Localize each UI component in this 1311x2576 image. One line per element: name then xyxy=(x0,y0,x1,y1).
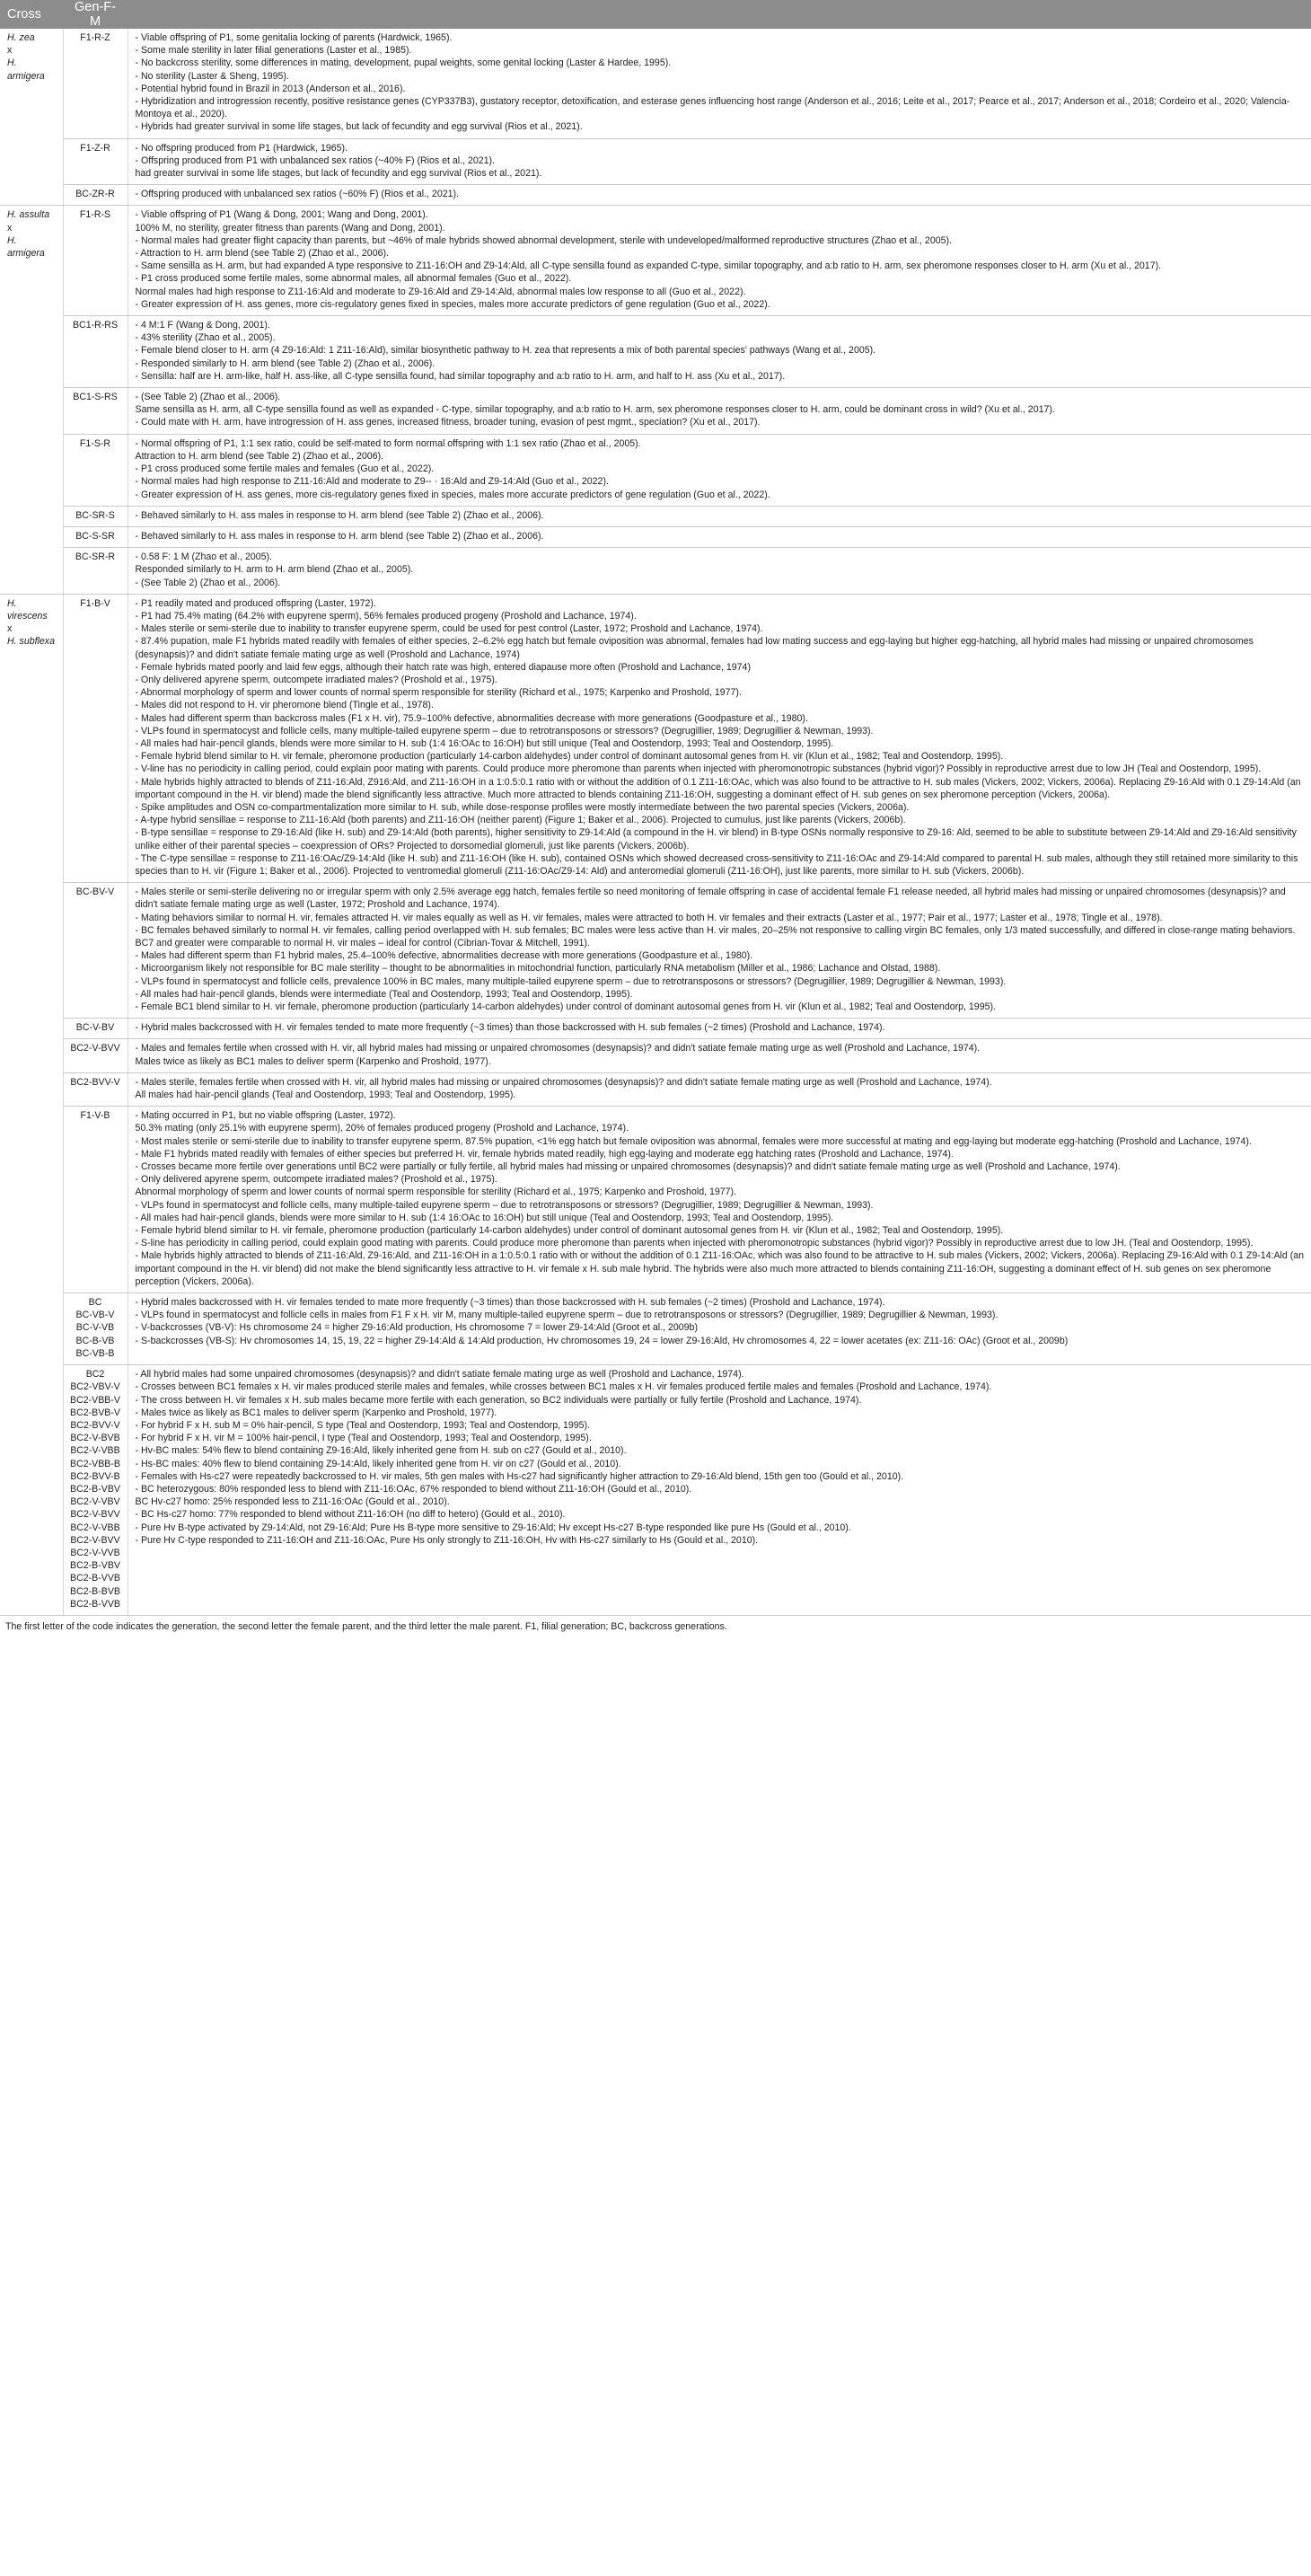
generation-code-cell xyxy=(63,548,128,595)
note-line: - No sterility (Laster & Sheng, 1995). xyxy=(135,70,289,82)
notes-cell xyxy=(128,1039,1311,1072)
note-line: - Crosses between BC1 females x H. vir males produced sterile males and females, while crosses between BC1 males x H. vir females produced fertile males and females (Proshold and Lachance, 1974). xyxy=(135,1381,992,1393)
generation-code-cell xyxy=(63,1019,128,1039)
notes-cell xyxy=(128,29,1311,138)
note-line: - Male hybrids highly attracted to blends of Z11-16:Ald, Z9-16:Ald, and Z11-16:OH in a 1:0.5:0.1 ratio with or without the addition of 0.1 Z11-16:OAc, which was also found to be attractive to H. sub males (Vickers, 2002; Vickers, 2006a). Replacing Z9-16:Ald with 0.1 Z9-14:Ald (an important compound in the H. vir blend) did not make the blend significantly less attractive to H. vir female x H. sub male hybrid. The hybrids were also much more attracted to blends containing Z11-16:OH, suggesting a dominant effect of H. sub genes on sex pheromone perception (Vickers, 2006a). xyxy=(135,1250,1305,1287)
note-line: - Males had different sperm than backcross males (F1 x H. vir), 75.9–100% defective, abnormalities decrease with more generations (Goodpasture et al., 1980). xyxy=(135,712,808,724)
table-row xyxy=(0,1039,1311,1072)
generation-code-cell xyxy=(63,138,128,185)
note-line: - Males sterile or semi-sterile delivering no or irregular sperm with only 2.5% average egg hatch, females fertile so need monitoring of female offspring in case of accidental female F1 release needed, all hybrid males had missing or unpaired chromosomes (desynapsis)? and didn't satiate female mating urge as well (Laster, 1972; Proshold and Lachance, 1974). xyxy=(135,887,1286,911)
notes-cell xyxy=(128,526,1311,547)
note-line: - Normal males had high response to Z11-16:Ald and moderate to Z9-- · 16:Ald and Z9-14:Ald (Guo et al., 2022). xyxy=(135,476,609,488)
note-line: - Males twice as likely as BC1 males to deliver sperm (Karpenko and Proshold, 1977). xyxy=(135,1407,497,1418)
note-line: - Female hybrid blend similar to H. vir female, pheromone production (particularly 14-carbon aldehydes) under control of dominant autosomal genes from H. vir (Klun et al., 1982; Teal and Oostendorp, 1995). xyxy=(135,1225,1004,1237)
note-line: Attraction to H. arm blend (see Table 2) (Zhao et al., 2006). xyxy=(135,450,384,462)
notes-cell xyxy=(128,506,1311,526)
note-line: - Males had different sperm than F1 hybrid males, 25.4–100% defective, abnormalities decrease with more generations (Goodpasture et al., 1980). xyxy=(135,950,753,962)
generation-code-cell xyxy=(63,434,128,506)
note-line: - Mating behaviors similar to normal H. vir, females attracted H. vir males equally as well as H. vir females, males were attracted to both H. vir females and their extracts (Laster et al., 1977; Pair et al., 1977; Laster et al., 1978; Tingle et al., 1978). xyxy=(135,912,1163,923)
cross-cell xyxy=(0,206,63,594)
note-line: 100% M, no sterility, greater fitness than parents (Wang and Dong, 2001). xyxy=(135,222,445,234)
table-row xyxy=(0,1107,1311,1293)
note-line: - Abnormal morphology of sperm and lower counts of normal sperm responsible for sterility (Richard et al., 1975; Karpenko and Proshold, 1977). xyxy=(135,687,742,699)
note-line: - Hybrid males backcrossed with H. vir females tended to mate more frequently (~3 times) than those backcrossed with H. sub females (~2 times) (Proshold and Lachance, 1974). xyxy=(135,1297,885,1309)
generation-code-cell xyxy=(63,526,128,547)
generation-code: BC1-R-RS xyxy=(72,320,119,331)
note-line: All males had hair-pencil glands (Teal and Oostendorp, 1993; Teal and Oostendorp, 1995). xyxy=(135,1090,516,1101)
note-line: - All males had hair-pencil glands, blends were intermediate (Teal and Oostendorp, 1993; Teal and Oostendorp, 1995). xyxy=(135,988,633,1000)
note-line: - All males had hair-pencil glands, blends were more similar to H. sub (1:4 16:OAc to 16:OH) but still unique (Teal and Oostendorp, 1993; Teal and Oostendorp, 1995). xyxy=(135,1212,834,1223)
table-footnote: The first letter of the code indicates the generation, the second letter the female parent, and the third letter the male parent. F1, filial generation; BC, backcross generations. xyxy=(5,1621,727,1632)
cross-cell xyxy=(0,29,63,206)
table-row xyxy=(0,594,1311,882)
note-line: - B-type sensillae = response to Z9-16:Ald (like H. sub) and Z9-14:Ald (both parents), higher sensitivity to Z9-14:Ald (a compound in the H. vir blend) in B-type OSNs normally responsive to Z9-16: Ald, seemed to be able to substitute between Z9-14:Ald and Z9-16:Ald sensitivity unlike either of their parental species – coexpression of ORs? Projected to dorsomedial glomeruli, just like parents (Vickers, 2006b). xyxy=(135,827,1297,851)
note-line: - Greater expression of H. ass genes, more cis-regulatory genes fixed in species, males more accurate predictors of gene regulation (Guo et al., 2022). xyxy=(135,298,770,310)
cross-species: H. subflexa xyxy=(7,636,55,648)
table-row xyxy=(0,1293,1311,1365)
table-body xyxy=(0,29,1311,1615)
generation-code: BC2-B-BVB xyxy=(70,1585,120,1597)
generation-code-cell xyxy=(63,316,128,388)
note-line: had greater survival in some life stages, but lack of fecundity and egg survival (Rios et al., 2021). xyxy=(135,168,542,180)
note-line: - Offspring produced with unbalanced sex ratios (~60% F) (Rios et al., 2021). xyxy=(135,189,459,200)
note-line: - BC Hs-c27 homo: 77% responded to blend without Z11-16:OH (no diff to hetero) (Gould et al., 2010). xyxy=(135,1509,566,1521)
note-line: - V-backcrosses (VB-V): Hs chromosome 24 = higher Z9-16:Ald production, Hs chromosome 7 = lower Z9-14:Ald (Groot et al., 2009b) xyxy=(135,1322,698,1334)
note-line: - Males sterile, females fertile when crossed with H. vir, all hybrid males had missing or unpaired chromosomes (desynapsis)? and didn't satiate female mating urge as well (Proshold and Lachance, 1974). xyxy=(135,1076,992,1088)
note-line: - Greater expression of H. ass genes, more cis-regulatory genes fixed in species, males more accurate predictors of gene regulation (Guo et al., 2022). xyxy=(135,489,770,500)
note-line: - VLPs found in spermatocyst and follicle cells, prevalence 100% in BC males, many multiple-tailed eupyrene sperm – due to retrotransposons or stressors? (Degrugillier, 1989; Degrugillier & Newman, 1993). xyxy=(135,975,1007,987)
generation-code: F1-Z-R xyxy=(80,142,110,154)
generation-code: BC-V-VB xyxy=(75,1322,115,1334)
header-cross: Cross xyxy=(0,0,63,29)
generation-code-cell xyxy=(63,29,128,138)
generation-code: BC-BV-V xyxy=(75,887,115,898)
generation-code-cell xyxy=(63,1365,128,1616)
generation-code: BC-B-VB xyxy=(75,1335,115,1346)
note-line: Males twice as likely as BC1 males to deliver sperm (Karpenko and Proshold, 1977). xyxy=(135,1055,491,1067)
notes-cell xyxy=(128,206,1311,316)
notes-cell xyxy=(128,1072,1311,1106)
note-line: - S-backcrosses (VB-S): Hv chromosomes 14, 15, 19, 22 = higher Z9-14:Ald & 14:Ald production, Hv chromosomes 19, 24 = lower Z9-16:Ald, Hv chromosomes 4, 22 = lower acetates (ex: Z11-16: OAc) (Groot et al., 2009b) xyxy=(135,1335,1069,1346)
note-line: - Microorganism likely not responsible for BC male sterility – thought to be abnormalities in mitochondrial function, particularly RNA metabolism (Miller et al., 1986; Lachance and Olstad, 1988). xyxy=(135,963,941,975)
note-line: - Behaved similarly to H. ass males in response to H. arm blend (see Table 2) (Zhao et al., 2006). xyxy=(135,530,544,542)
notes-cell xyxy=(128,1107,1311,1293)
generation-code: BC2-V-BVV xyxy=(70,1043,120,1054)
generation-code-cell xyxy=(63,506,128,526)
generation-code: BC-V-BV xyxy=(75,1022,115,1034)
note-line: - The cross between H. vir females x H. sub males became more fertile with each generation, so BC2 individuals were partially or fully fertile (Proshold and Lachance, 1974). xyxy=(135,1394,862,1406)
note-line: - Viable offspring of P1, some genitalia locking of parents (Hardwick, 1965). xyxy=(135,32,453,43)
generation-code: BC-VB-B xyxy=(75,1347,115,1359)
note-line: - Mating occurred in P1, but no viable offspring (Laster, 1972). xyxy=(135,1110,396,1122)
generation-code: BC2-B-VVB xyxy=(70,1598,120,1610)
note-line: - (See Table 2) (Zhao et al., 2006). xyxy=(135,577,281,588)
note-line: - Females with Hs-c27 were repeatedly backcrossed to H. vir males, 5th gen males with Hs-c27 had significantly higher attraction to Z9-16:Ald blend, 15th gen too (Gould et al., 2010). xyxy=(135,1470,904,1482)
cross-cell xyxy=(0,594,63,1615)
generation-code: BC2-V-BVV xyxy=(70,1509,120,1521)
generation-code: BC2-V-VBB xyxy=(70,1445,120,1457)
generation-code: F1-R-Z xyxy=(80,32,110,43)
generation-code-cell xyxy=(63,1072,128,1106)
note-line: - VLPs found in spermatocyst and follicle cells, many multiple-tailed eupyrene sperm – due to retrotransposons or stressors? (Degrugillier, 1989; Degrugillier & Newman, 1993). xyxy=(135,725,874,737)
notes-cell xyxy=(128,1293,1311,1365)
note-line: - For hybrid F x H. vir M = 100% hair-pencil, I type (Teal and Oostendorp, 1993; Teal and Oostendorp, 1995). xyxy=(135,1433,592,1444)
note-line: - Normal offspring of P1, 1:1 sex ratio, could be self-mated to form normal offspring with 1:1 sex ratio (Zhao et al., 2005). xyxy=(135,437,641,449)
generation-code-cell xyxy=(63,594,128,882)
notes-cell xyxy=(128,594,1311,882)
generation-code: BC2-B-VBV xyxy=(70,1483,120,1495)
notes-cell xyxy=(128,548,1311,595)
generation-code: BC2-V-VBV xyxy=(70,1496,120,1508)
generation-code: BC-SR-S xyxy=(75,509,115,521)
note-line: - Most males sterile or semi-sterile due to inability to transfer eupyrene sperm, 87.5% pupation, <1% egg hatch but female oviposition was abnormal, females were more successful at mating and egg-laying but moderate egg-hatching (Proshold and Lachance, 1974). xyxy=(135,1135,1252,1147)
note-line: - 87.4% pupation, male F1 hybrids mated readily with females of either species, 2–6.2% egg hatch but female oviposition was abnormal, females had low mating success and egg-laying but higher egg-hatching, all hybrid males had missing or unpaired chromosomes (desynapsis)? and didn't satiate female mating urge as well (Proshold and Lachance, 1974) xyxy=(135,636,1254,660)
table-row xyxy=(0,1365,1311,1616)
header-gen: Gen-F-M xyxy=(63,0,128,29)
cross-species: x xyxy=(7,222,13,234)
note-line: - VLPs found in spermatocyst and follicle cells, many multiple-tailed eupyrene sperm – due to retrotransposons or stressors? (Degrugillier, 1989; Degrugillier & Newman, 1993). xyxy=(135,1199,874,1211)
note-line: - Same sensilla as H. arm, but had expanded A type responsive to Z11-16:OH and Z9-14:Ald, all C-type sensilla found as expanded C-type, similar topography, and a:b ratio to H. arm, sex pheromone responses closer to H. arm (Xu et al., 2017). xyxy=(135,260,1162,272)
table-row xyxy=(0,506,1311,526)
cross-species: H. armigera xyxy=(7,57,45,82)
note-line: - Males and females fertile when crossed with H. vir, all hybrid males had missing or unpaired chromosomes (desynapsis)? and didn't satiate female mating urge as well (Proshold and Lachance, 1974). xyxy=(135,1043,981,1054)
note-line: - All hybrid males had some unpaired chromosomes (desynapsis)? and didn't satiate female mating urge as well (Proshold and Lachance, 1974). xyxy=(135,1369,744,1381)
generation-code: BC2-B-VVB xyxy=(70,1573,120,1584)
generation-code: BC2-V-VVB xyxy=(70,1547,120,1558)
notes-cell xyxy=(128,316,1311,388)
cross-species: H. armigera xyxy=(7,234,45,260)
note-line: - Female blend closer to H. arm (4 Z9-16:Ald: 1 Z11-16:Ald), similar biosynthetic pathway to H. zea that represents a mix of both parental species' pathways (Wang et al., 2005). xyxy=(135,345,876,357)
note-line: - (See Table 2) (Zhao et al., 2006). xyxy=(135,392,281,403)
note-line: - Males sterile or semi-sterile due to inability to transfer eupyrene sperm, could be used for pest control (Laster, 1972; Proshold and Lachance, 1974). xyxy=(135,623,763,635)
generation-code: F1-R-S xyxy=(79,209,111,221)
note-line: - Could mate with H. arm, have introgression of H. ass genes, increased fitness, broader tuning, evasion of pest mgmt., speciation? (Xu et al., 2017). xyxy=(135,417,761,428)
note-line: - P1 cross produced some fertile males and females (Guo et al., 2022). xyxy=(135,463,435,475)
note-line: - Hybrid males backcrossed with H. vir females tended to mate more frequently (~3 times) than those backcrossed with H. sub females (~2 times) (Proshold and Lachance, 1974). xyxy=(135,1022,885,1034)
note-line: - Female BC1 blend similar to H. vir female, pheromone production (particularly 14-carbon aldehydes) under control of dominant autosomal genes from H. vir (Klun et al., 1982; Teal and Oostendorp, 1995). xyxy=(135,1001,996,1013)
generation-code: BC2-B-VBV xyxy=(70,1560,120,1572)
note-line: - No backcross sterility, some differences in mating, development, pupal weights, some genital locking (Laster & Hardee, 1995). xyxy=(135,57,672,69)
note-line: - Attraction to H. arm blend (see Table 2) (Zhao et al., 2006). xyxy=(135,248,389,260)
generation-code: BC-VB-V xyxy=(75,1310,115,1321)
note-line: - S-line has periodicity in calling period, could explain good mating with parents. Could produce more pheromone than parents when injected with pheromonotropic substances (hybrid vigor)? Possibly in reproductive arrest due to low JH. (Teal and Oostendorp, 1995). xyxy=(135,1238,1254,1249)
note-line: - The C-type sensillae = response to Z11-16:OAc/Z9-14:Ald (like H. sub) and Z11-16:OH (like H. sub), contained OSNs which showed decreased cross-sensitivity to Z11-16:OAc and Z9-14:Ald compared to parental H. sub males, although they still retained more similarity to this species than to H. vir (Figure 1; Baker et al., 2006). Projected to ventromedial glomeruli (Z11-16:OAc/Z9-14: Ald) and anteromedial glomeruli (Z11-16:OH), just like parents, more similar to H. sub (Vickers, 2006b). xyxy=(135,852,1298,877)
generation-code: BC-S-SR xyxy=(75,530,115,542)
note-line: - A-type hybrid sensillae = response to Z11-16:Ald (both parents) and Z11-16:OH (neither parent) (Figure 1; Baker et al., 2006). Projected to cumulus, just like parents (Vickers, 2006b). xyxy=(135,815,906,826)
table-row xyxy=(0,434,1311,506)
note-line: - Crosses became more fertile over generations until BC2 were partially or fully fertile, all hybrid males had missing or unpaired chromosomes (desynapsis)? and didn't satiate female mating urge as well (Proshold and Lachance, 1974). xyxy=(135,1161,1121,1173)
generation-code-cell xyxy=(63,388,128,435)
note-line: - Hybridization and introgression recently, positive resistance genes (CYP337B3), gustatory receptor, detoxification, and esterase genes influencing host range (Anderson et al., 2016; Leite et al., 2017; Pearce et al., 2017; Anderson et al., 2018; Cordeiro et al., 2020; Valencia-Montoya et al., 2020). xyxy=(135,96,1290,120)
note-line: - Normal males had greater flight capacity than parents, but ~46% of male hybrids showed abnormal development, sterile with undeveloped/malformed reproductive structures (Zhao et al., 2005). xyxy=(135,234,952,246)
table-header-row xyxy=(0,0,1311,29)
generation-code: BC2-BVV-V xyxy=(70,1076,120,1088)
note-line: Responded similarly to H. arm to H. arm blend (Zhao et al., 2005). xyxy=(135,564,414,576)
generation-code: BC2-V-BVB xyxy=(70,1433,120,1444)
note-line: Abnormal morphology of sperm and lower counts of normal sperm responsible for sterility (Richard et al., 1975; Karpenko and Proshold, 1977). xyxy=(135,1187,737,1198)
note-line: - VLPs found in spermatocyst and follicle cells in males from F1 F x H. vir M, many multiple-tailed eupyrene sperm – due to retrotransposons or stressors? (Degrugillier, 1989; Degrugillier & Newman, 1993). xyxy=(135,1310,999,1321)
notes-cell xyxy=(128,434,1311,506)
note-line: - P1 had 75.4% mating (64.2% with eupyrene sperm), 56% females produced progeny (Proshold and Lachance, 1974). xyxy=(135,610,637,622)
generation-code: BC-SR-R xyxy=(75,551,116,563)
note-line: - Hybrids had greater survival in some life stages, but lack of fecundity and egg survival (Rios et al., 2021). xyxy=(135,121,583,133)
header-notes xyxy=(128,0,1311,29)
note-line: 50.3% mating (only 25.1% with eupyrene sperm), 20% of females produced progeny (Proshold and Lachance, 1974). xyxy=(135,1123,629,1134)
note-line: - 43% sterility (Zhao et al., 2005). xyxy=(135,332,276,344)
generation-code: BC2-V-BVV xyxy=(70,1534,120,1546)
cross-species: H. zea xyxy=(7,32,35,43)
generation-code: BC xyxy=(88,1297,102,1309)
generation-code: F1-S-R xyxy=(79,437,111,449)
generation-code: F1-B-V xyxy=(80,597,110,609)
generation-code: BC2 xyxy=(85,1369,105,1381)
table-row xyxy=(0,1019,1311,1039)
generation-code-cell xyxy=(63,883,128,1019)
note-line: - Female hybrid blend similar to H. vir female, pheromone production (particularly 14-carbon aldehydes) under control of dominant autosomal genes from H. vir (Klun et al., 1982; Teal and Oostendorp, 1995). xyxy=(135,751,1004,763)
table-row xyxy=(0,548,1311,595)
generation-code: BC2-VBB-B xyxy=(70,1458,120,1469)
note-line: - BC females behaved similarly to normal H. vir females, calling period overlapped with H. sub females; BC males were less active than H. vir males, 20–25% not responsive to calling virgin BC females, only 1/3 mated successfully, and differed in close-range mating behaviors. BC7 and greater were comparable to normal H. vir males – ideal for control (Cibrian-Tovar & Mitchell, 1991). xyxy=(135,924,1296,948)
notes-cell xyxy=(128,185,1311,206)
generation-code: BC2-BVB-V xyxy=(70,1407,120,1418)
table-row xyxy=(0,206,1311,316)
note-line: BC Hv-c27 homo: 25% responded less to Z11-16:OAc (Gould et al., 2010). xyxy=(135,1496,450,1508)
table-row xyxy=(0,388,1311,435)
note-line: - P1 readily mated and produced offspring (Laster, 1972). xyxy=(135,597,376,609)
cross-species: H. virescens xyxy=(7,597,48,622)
note-line: - Viable offspring of P1 (Wang & Dong, 2001; Wang and Dong, 2001). xyxy=(135,209,428,221)
notes-cell xyxy=(128,883,1311,1019)
note-line: - Hv-BC males: 54% flew to blend containing Z9-16:Ald, likely inherited gene from H. sub on c27 (Gould et al., 2010). xyxy=(135,1445,627,1457)
note-line: - Behaved similarly to H. ass males in response to H. arm blend (see Table 2) (Zhao et al., 2006). xyxy=(135,509,544,521)
note-line: - Sensilla: half are H. arm-like, half H. ass-like, all C-type sensilla found, had similar topography and a:b ratio to H. arm, and half to H. ass (Xu et al., 2017). xyxy=(135,370,786,382)
cross-species: x xyxy=(7,623,13,635)
note-line: - Pure Hv C-type responded to Z11-16:OH and Z11-16:OAc, Pure Hs only strongly to Z11-16:OH, Hv with Hs-c27 similarly to Hs (Gould et al., 2010). xyxy=(135,1534,759,1546)
note-line: - Responded similarly to H. arm blend (see Table 2) (Zhao et al., 2006). xyxy=(135,357,436,369)
generation-code: BC2-VBV-V xyxy=(70,1381,120,1393)
note-line: - V-line has no periodicity in calling period, could explain poor mating with parents. Could produce more pheromone than parents when injected with pheromonotropic substances (hybrid vigor)? Possibly in reproductive arrest due to low JH (Teal and Oostendorp, 1995). xyxy=(135,763,1262,775)
table-row xyxy=(0,1072,1311,1106)
note-line: - Only delivered apyrene sperm, outcompete irradiated males? (Proshold et al., 1975). xyxy=(135,1174,497,1186)
note-line: - Hs-BC males: 40% flew to blend containing Z9-14:Ald, likely inherited gene from H. vir on c27 (Gould et al., 2010). xyxy=(135,1458,621,1469)
note-line: - Male F1 hybrids mated readily with females of either species but preferred H. vir, female hybrids mated readily, high egg-laying and moderate egg hatching rates (Proshold and Lachance, 1974). xyxy=(135,1148,954,1160)
table-row xyxy=(0,526,1311,547)
generation-code-cell xyxy=(63,1107,128,1293)
generation-code: BC2-BVV-B xyxy=(70,1470,120,1482)
note-line: - Males did not respond to H. vir pheromone blend (Tingle et al., 1978). xyxy=(135,700,434,711)
note-line: - Female hybrids mated poorly and laid few eggs, although their hatch rate was high, entered diapause more often (Proshold and Lachance, 1974) xyxy=(135,661,751,673)
table-row xyxy=(0,316,1311,388)
note-line: - All males had hair-pencil glands, blends were more similar to H. sub (1:4 16:OAc to 16:OH) but still unique (Teal and Oostendorp, 1993; Teal and Oostendorp, 1995). xyxy=(135,737,834,749)
note-line: - Some male sterility in later filial generations (Laster et al., 1985). xyxy=(135,45,412,57)
generation-code: F1-V-B xyxy=(80,1110,110,1122)
notes-cell xyxy=(128,138,1311,185)
generation-code-cell xyxy=(63,206,128,316)
generation-code: BC2-V-VBB xyxy=(70,1522,120,1533)
generation-code: BC2-BVV-V xyxy=(70,1419,120,1431)
cross-species: H. assulta xyxy=(7,209,50,221)
generation-code: BC-ZR-R xyxy=(75,189,115,200)
note-line: - P1 cross produced some fertile males, some abnormal males, all abnormal females (Guo et al., 2022). xyxy=(135,273,572,285)
note-line: - Spike amplitudes and OSN co-compartmentalization more similar to H. sub, while dose-response profiles were mostly intermediate between the two parental species (Vickers, 2006a). xyxy=(135,801,910,813)
generation-code: BC2-VBB-V xyxy=(70,1394,120,1406)
note-line: - Only delivered apyrene sperm, outcompete irradiated males? (Proshold et al., 1975). xyxy=(135,674,497,685)
note-line: - BC heterozygous: 80% responded less to blend with Z11-16:OAc, 67% responded to blend without Z11-16:OH (Gould et al., 2010). xyxy=(135,1483,692,1495)
table-row xyxy=(0,185,1311,206)
note-line: - 4 M:1 F (Wang & Dong, 2001). xyxy=(135,320,270,331)
table-row xyxy=(0,29,1311,138)
note-line: Same sensilla as H. arm, all C-type sensilla found as well as expanded - C-type, similar topography, and a:b ratio to H. arm, sex pheromone responses closer to H. arm, could be dominant cross in wild? (Xu et al., 2017). xyxy=(135,404,1055,416)
cross-species: x xyxy=(7,45,13,57)
table-row xyxy=(0,883,1311,1019)
generation-code: BC1-S-RS xyxy=(73,392,118,403)
note-line: - Male hybrids highly attracted to blends of Z11-16:Ald, Z916:Ald, and Z11-16:OH in a 1:0.5:0.1 ratio with or without the addition of 0.1 Z11-16:OAc, which was also found to be attractive to H. sub males (Vickers, 2002; Vickers, 2006a). Replacing Z9-16:Ald with 0.1 Z9-14:Ald (an important compound in the H. vir blend) made the blend significantly less attractive. Much more attracted to blends containing Z11-16:OH, suggesting a dominant effect of H. sub genes on sex pheromone perception (Vickers, 2006a). xyxy=(135,776,1301,800)
note-line: - Offspring produced from P1 with unbalanced sex ratios (~40% F) (Rios et al., 2021). xyxy=(135,154,495,166)
notes-cell xyxy=(128,388,1311,435)
note-line: - Potential hybrid found in Brazil in 2013 (Anderson et al., 2016). xyxy=(135,83,406,94)
note-line: - For hybrid F x H. sub M = 0% hair-pencil, S type (Teal and Oostendorp, 1993; Teal and Oostendorp, 1995). xyxy=(135,1419,591,1431)
generation-code-cell xyxy=(63,1039,128,1072)
generation-code-cell xyxy=(63,1293,128,1365)
notes-cell xyxy=(128,1019,1311,1039)
generation-code-cell xyxy=(63,185,128,206)
notes-cell xyxy=(128,1365,1311,1616)
note-line: - No offspring produced from P1 (Hardwick, 1965). xyxy=(135,142,348,154)
note-line: - 0.58 F: 1 M (Zhao et al., 2005). xyxy=(135,551,273,563)
table-row xyxy=(0,138,1311,185)
note-line: Normal males had high response to Z11-16:Ald and moderate to Z9-16:Ald and Z9-14:Ald, abnormal males low response to all (Guo et al., 2022). xyxy=(135,286,746,297)
note-line: - Pure Hv B-type activated by Z9-14:Ald, not Z9-16:Ald; Pure Hs B-type more sensitive to Z9-16:Ald; Hv except Hs-c27 B-type responded like pure Hs (Gould et al., 2010). xyxy=(135,1522,851,1533)
